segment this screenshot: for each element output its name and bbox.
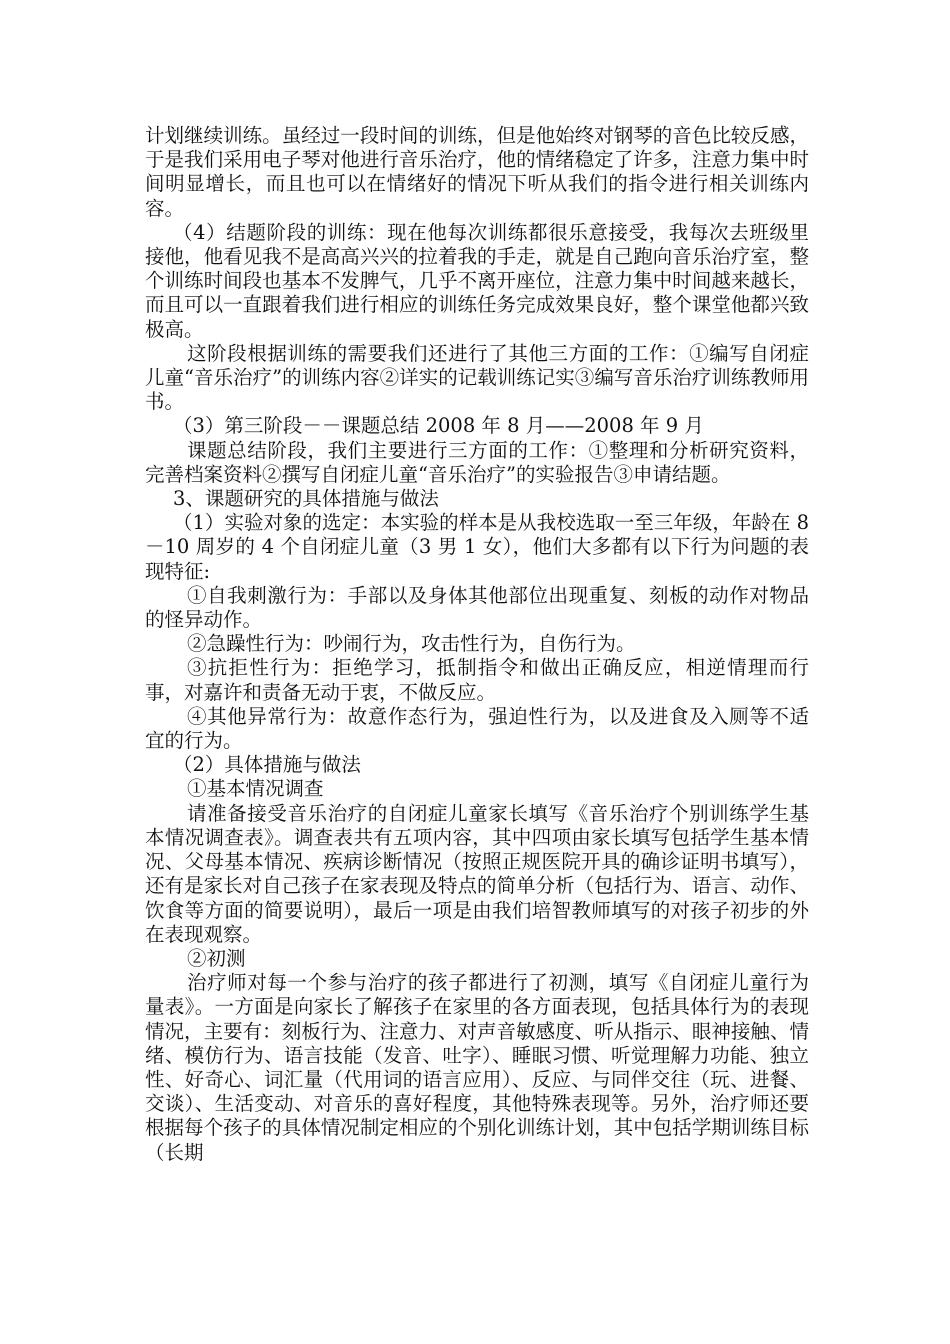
heading-section-3: 3、课题研究的具体措施与做法 [173, 487, 439, 511]
heading-basic-survey: ①基本情况调查 [187, 777, 324, 801]
paragraph-survey-details: 请准备接受音乐治疗的自闭症儿童家长填写《音乐治疗个别训练学生基本情况调查表》。调查表共有五项内容，其中四项由家长填写包括学生基本情况、父母基本情况、疾病诊断情况（按照正规医院开具的确诊证明书填写），还有是家长对自己孩子在家表现及特点的简单分析（包括行为、语言、动作、饮食等方面的简要说明），最后一项是由我们培智教师填写的对孩子初步的外在表现观察。 [145, 801, 809, 946]
paragraph-initial-test-details: 治疗师对每一个参与治疗的孩子都进行了初测，填写《自闭症儿童行为量表》。一方面是向家长了解孩子在家里的各方面表现，包括具体行为的表现情况，主要有：刻板行为、注意力、对声音敏感度、听从指示、眼神接触、情绪、模仿行为、语言技能（发音、吐字）、睡眠习惯、听觉理解力功能、独立性、好奇心、词汇量（代用词的语言应用）、反应、与同伴交往（玩、进餐、交谈）、生活变动、对音乐的喜好程度，其他特殊表现等。另外，治疗师还要根据每个孩子的具体情况制定相应的个别化训练计划，其中包括学期训练目标（长期 [145, 971, 809, 1164]
paragraph-summary-work: 课题总结阶段，我们主要进行三方面的工作：①整理和分析研究资料，完善档案资料②撰写自闭症儿童“音乐治疗”的实验报告③申请结题。 [145, 438, 809, 486]
paragraph-continued-training: 计划继续训练。虽经过一段时间的训练，但是他始终对钢琴的音色比较反感，于是我们采用电子琴对他进行音乐治疗，他的情绪稳定了许多，注意力集中时间明显增长，而且也可以在情绪好的情况下听从我们的指令进行相关训练内容。 [145, 124, 809, 220]
paragraph-other-work: 这阶段根据训练的需要我们还进行了其他三方面的工作：①编写自闭症儿童“音乐治疗”的训练内容②详实的记载训练记实③编写音乐治疗训练教师用书。 [145, 341, 809, 414]
list-item-resistant-behavior: ③抗拒性行为：拒绝学习，抵制指令和做出正确反应，相逆情理而行事，对嘉许和责备无动于衷，不做反应。 [145, 656, 809, 704]
document-page [145, 124, 809, 1165]
heading-phase-3: （3）第三阶段－－课题总结 2008 年 8 月——2008 年 9 月 [173, 414, 704, 438]
paragraph-stage-4-closing: （4）结题阶段的训练：现在他每次训练都很乐意接受，我每次去班级里接他，他看见我不是高高兴兴的拉着我的手走，就是自己跑向音乐治疗室，整个训练时间段也基本不发脾气，几乎不离开座位，注意力集中时间越来越长，而且可以一直跟着我们进行相应的训练任务完成效果良好，整个课堂他都兴致极高。 [145, 220, 809, 341]
list-item-irritable-behavior: ②急躁性行为：吵闹行为，攻击性行为，自伤行为。 [187, 632, 636, 656]
heading-measures: （2）具体措施与做法 [173, 753, 361, 777]
list-item-self-stimulation: ①自我刺激行为：手部以及身体其他部位出现重复、刻板的动作对物品的怪异动作。 [145, 583, 809, 632]
paragraph-subject-selection: （1）实验对象的选定：本实验的样本是从我校选取一至三年级，年龄在 8－10 周岁的 4 个自闭症儿童（3 男 1 女），他们大多都有以下行为问题的表现特征: [145, 511, 809, 583]
list-item-other-abnormal: ④其他异常行为：故意作态行为，强迫性行为，以及进食及入厕等不适宜的行为。 [145, 704, 809, 753]
heading-initial-test: ②初测 [187, 946, 246, 970]
